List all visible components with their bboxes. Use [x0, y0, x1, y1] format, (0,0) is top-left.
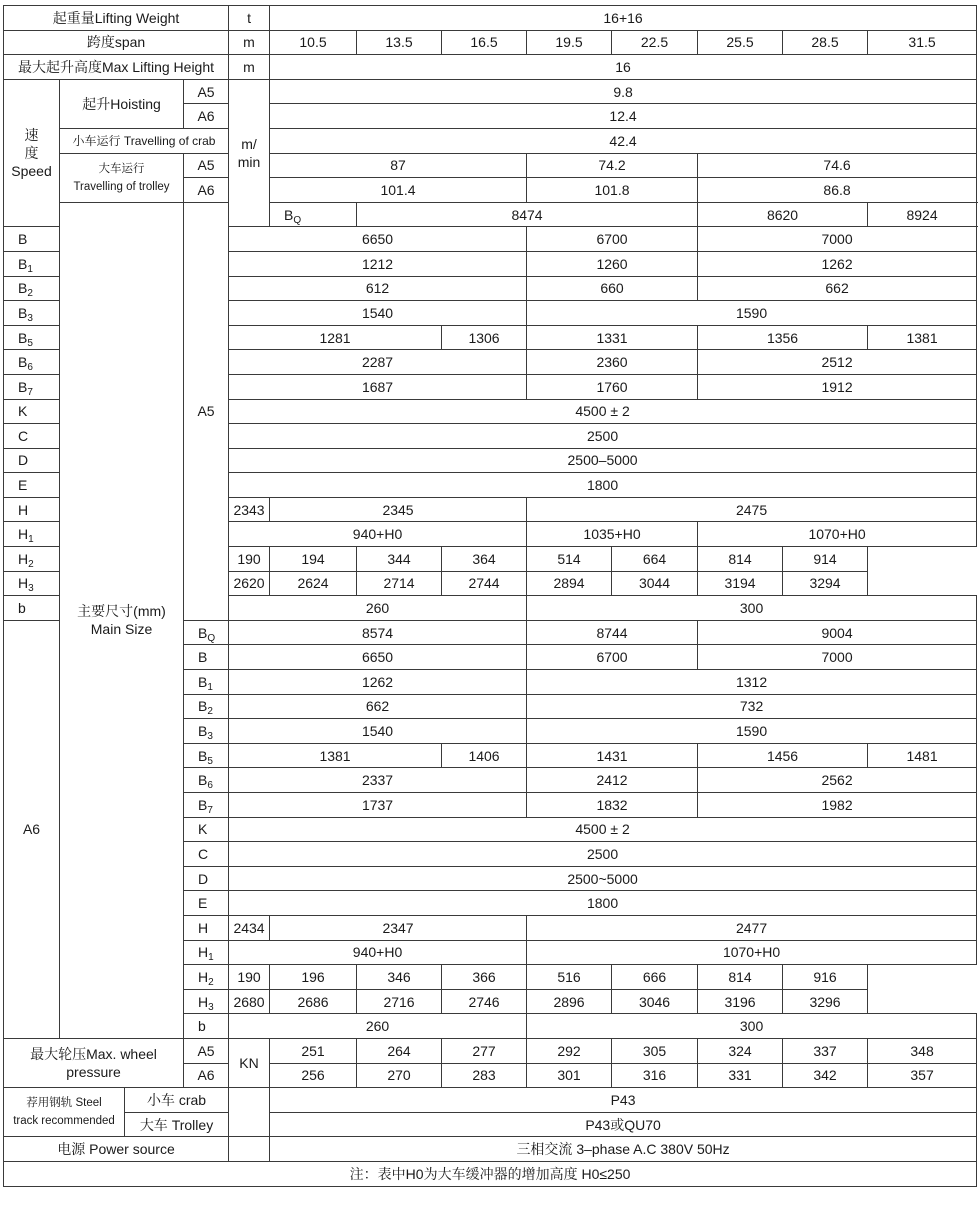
value-cell: 814	[698, 547, 783, 572]
value-cell: 4500 ± 2	[229, 399, 977, 424]
value-cell: 1431	[527, 743, 698, 768]
symbol-cell: $B_2$	[4, 276, 60, 301]
symbol-cell: K	[184, 817, 229, 842]
value-cell: 305	[612, 1038, 698, 1063]
max-height-unit: m	[229, 55, 270, 80]
value-cell: 7000	[698, 227, 977, 252]
value-cell: 3194	[698, 571, 783, 596]
value-cell: 2500	[229, 842, 977, 867]
value-cell: 664	[612, 547, 698, 572]
symbol-cell: $H_3$	[184, 989, 229, 1014]
symbol-cell: $H_1$	[184, 940, 229, 965]
value-cell: 2686	[270, 989, 357, 1014]
value-cell: 364	[442, 547, 527, 572]
value-cell: 8620	[698, 202, 868, 227]
value-cell: 1331	[527, 325, 698, 350]
value-cell: 1070+H0	[527, 940, 977, 965]
span-cell: 25.5	[698, 30, 783, 55]
value-cell: 1306	[442, 325, 527, 350]
row-speed-hoisting-a5	[4, 79, 977, 104]
track-label: 荐用钢轨 Steel track recommended	[4, 1088, 125, 1137]
symbol-cell: $B_7$	[184, 793, 229, 818]
value-cell: 2500~5000	[229, 866, 977, 891]
value-cell: 1687	[229, 374, 527, 399]
row-track-trolley	[4, 1112, 977, 1137]
symbol-cell: E	[184, 891, 229, 916]
power-value: 三相交流 3–phase A.C 380V 50Hz	[270, 1137, 977, 1162]
value-cell: 2500–5000	[229, 448, 977, 473]
symbol-cell: b	[4, 596, 60, 621]
value-cell: 814	[698, 965, 783, 990]
value-cell: 194	[270, 547, 357, 572]
symbol-cell: $B_Q$	[184, 620, 229, 645]
lifting-weight-unit: t	[229, 6, 270, 31]
value-cell: 4500 ± 2	[229, 817, 977, 842]
symbol-cell: $H_2$	[184, 965, 229, 990]
grade-cell: A6	[184, 178, 229, 203]
value-cell: 660	[527, 276, 698, 301]
value-cell: 1070+H0	[698, 522, 977, 547]
value-cell: 732	[527, 694, 977, 719]
max-height-label: 最大起升高度Max Lifting Height	[4, 55, 229, 80]
value-cell: 1982	[698, 793, 977, 818]
value-cell: 916	[783, 965, 868, 990]
value-cell: 344	[357, 547, 442, 572]
track-crab-label: 小车 crab	[125, 1088, 229, 1113]
wheel-pressure-unit: KN	[229, 1038, 270, 1087]
symbol-cell: C	[184, 842, 229, 867]
span-cell: 19.5	[527, 30, 612, 55]
value-cell: 1540	[229, 719, 527, 744]
value-cell: 3196	[698, 989, 783, 1014]
value-cell: 277	[442, 1038, 527, 1063]
value-cell: 8924	[868, 202, 977, 227]
value-cell: 8474	[357, 202, 698, 227]
value-cell: 1800	[229, 473, 977, 498]
symbol-cell: E	[4, 473, 60, 498]
value-cell: 6650	[229, 645, 527, 670]
value-cell: 1035+H0	[527, 522, 698, 547]
value-cell: 1406	[442, 743, 527, 768]
grade-cell: A5	[184, 1038, 229, 1063]
hoisting-label: 起升Hoisting	[60, 79, 184, 128]
row-wheel-a5	[4, 1038, 977, 1063]
symbol-cell: b	[184, 1014, 229, 1039]
value-cell: 2412	[527, 768, 698, 793]
value-cell: 6700	[527, 227, 698, 252]
row-max-lifting-height	[4, 55, 977, 80]
track-trolley-value: P43或QU70	[270, 1112, 977, 1137]
value-cell: 2337	[229, 768, 527, 793]
value-cell: 1356	[698, 325, 868, 350]
value-cell: 270	[357, 1063, 442, 1088]
value-cell: 1800	[229, 891, 977, 916]
symbol-cell: K	[4, 399, 60, 424]
row-track-crab	[4, 1088, 977, 1113]
value-cell: 260	[229, 596, 527, 621]
value-cell: 300	[527, 1014, 977, 1039]
value-cell: 2716	[357, 989, 442, 1014]
value-cell: 2475	[527, 497, 977, 522]
value-cell: 1456	[698, 743, 868, 768]
value-cell: 514	[527, 547, 612, 572]
row-lifting-weight	[4, 6, 977, 31]
value-cell: 2360	[527, 350, 698, 375]
symbol-cell: $H_2$	[4, 547, 60, 572]
row-span	[4, 30, 977, 55]
span-cell: 16.5	[442, 30, 527, 55]
value-cell: 666	[612, 965, 698, 990]
value-cell: 612	[229, 276, 527, 301]
value-cell: 2287	[229, 350, 527, 375]
value-cell: 348	[868, 1038, 977, 1063]
value-cell: 3296	[783, 989, 868, 1014]
value-cell: 86.8	[698, 178, 977, 203]
symbol-cell: H	[4, 497, 60, 522]
grade-cell: A6	[4, 620, 60, 1038]
row-note	[4, 1161, 977, 1186]
symbol-cell: $B_5$	[4, 325, 60, 350]
value-cell: 292	[527, 1038, 612, 1063]
span-cell: 28.5	[783, 30, 868, 55]
value-cell: 1381	[229, 743, 442, 768]
value-cell: 283	[442, 1063, 527, 1088]
value-cell: 337	[783, 1038, 868, 1063]
speed-unit: m/ min	[229, 79, 270, 227]
value-cell: 346	[357, 965, 442, 990]
value-cell: 1912	[698, 374, 977, 399]
lifting-weight-label: 起重量Lifting Weight	[4, 6, 229, 31]
value-cell: 101.8	[527, 178, 698, 203]
value-cell: 300	[527, 596, 977, 621]
span-cell: 31.5	[868, 30, 977, 55]
symbol-cell: $B_1$	[4, 251, 60, 276]
symbol-cell: D	[184, 866, 229, 891]
value-cell: 3294	[783, 571, 868, 596]
symbol-cell: B	[184, 645, 229, 670]
value-cell: 264	[357, 1038, 442, 1063]
value-cell: 301	[527, 1063, 612, 1088]
symbol-cell: $B_6$	[184, 768, 229, 793]
trolley-travel-label: 大车运行 Travelling of trolley	[60, 153, 184, 202]
value-cell: 2477	[527, 915, 977, 940]
value-cell: 251	[270, 1038, 357, 1063]
row-speed-trolley-a5	[4, 153, 977, 178]
value-cell: 9004	[698, 620, 977, 645]
span-cell: 13.5	[357, 30, 442, 55]
track-trolley-label: 大车 Trolley	[125, 1112, 229, 1137]
crab-travel-value: 42.4	[270, 128, 977, 153]
wheel-pressure-label: 最大轮压Max. wheel pressure	[4, 1038, 184, 1087]
symbol-cell: $B_Q$	[270, 202, 357, 227]
value-cell: 1281	[229, 325, 442, 350]
symbol-cell: $B_3$	[184, 719, 229, 744]
symbol-cell: $B_2$	[184, 694, 229, 719]
row-power	[4, 1137, 977, 1162]
value-cell: 2624	[270, 571, 357, 596]
lifting-weight-value: 16+16	[270, 6, 977, 31]
symbol-cell: C	[4, 424, 60, 449]
value-cell: 190	[229, 965, 270, 990]
symbol-cell: $B_7$	[4, 374, 60, 399]
value-cell: 7000	[698, 645, 977, 670]
row-a5-bq	[4, 202, 977, 227]
value-cell: 914	[783, 547, 868, 572]
value-cell: 1760	[527, 374, 698, 399]
value-cell: 2345	[270, 497, 527, 522]
main-size-label: 主要尺寸(mm) Main Size	[60, 202, 184, 1038]
value-cell: 74.6	[698, 153, 977, 178]
value-cell: 2746	[442, 989, 527, 1014]
value-cell: 2744	[442, 571, 527, 596]
value-cell: 366	[442, 965, 527, 990]
symbol-cell: $B_5$	[184, 743, 229, 768]
symbol-cell: $B_6$	[4, 350, 60, 375]
crane-spec-table	[3, 5, 977, 1187]
symbol-cell: $H_3$	[4, 571, 60, 596]
value-cell: 256	[270, 1063, 357, 1088]
span-label: 跨度span	[4, 30, 229, 55]
value-cell: 1212	[229, 251, 527, 276]
value-cell: 1832	[527, 793, 698, 818]
power-unit-empty	[229, 1137, 270, 1162]
value-cell: 1262	[698, 251, 977, 276]
value-cell: 6650	[229, 227, 527, 252]
symbol-cell: B	[4, 227, 60, 252]
value-cell: 2714	[357, 571, 442, 596]
value-cell: 1590	[527, 719, 977, 744]
span-cell: 10.5	[270, 30, 357, 55]
value-cell: 8574	[229, 620, 527, 645]
value-cell: 74.2	[527, 153, 698, 178]
symbol-cell: $B_3$	[4, 301, 60, 326]
grade-cell: A5	[184, 79, 229, 104]
span-cell: 22.5	[612, 30, 698, 55]
value-cell: 2562	[698, 768, 977, 793]
value-cell: 190	[229, 547, 270, 572]
value-cell: 3044	[612, 571, 698, 596]
value-cell: 324	[698, 1038, 783, 1063]
value-cell: 662	[698, 276, 977, 301]
grade-cell: A5	[184, 153, 229, 178]
value-cell: 2896	[527, 989, 612, 1014]
max-height-value: 16	[270, 55, 977, 80]
grade-cell: A6	[184, 104, 229, 129]
value-cell: 87	[270, 153, 527, 178]
value-cell: 1737	[229, 793, 527, 818]
hoisting-a6-value: 12.4	[270, 104, 977, 129]
value-cell: 1540	[229, 301, 527, 326]
value-cell: 357	[868, 1063, 977, 1088]
value-cell: 1381	[868, 325, 977, 350]
value-cell: 516	[527, 965, 612, 990]
value-cell: 2347	[270, 915, 527, 940]
table-note: 注：表中H0为大车缓冲器的增加高度 H0≤250	[4, 1161, 977, 1186]
value-cell: 1260	[527, 251, 698, 276]
power-label: 电源 Power source	[4, 1137, 229, 1162]
symbol-cell: H	[184, 915, 229, 940]
hoisting-a5-value: 9.8	[270, 79, 977, 104]
symbol-cell: $B_1$	[184, 670, 229, 695]
speed-label: 速 度 Speed	[4, 79, 60, 227]
value-cell: 3046	[612, 989, 698, 1014]
value-cell: 1262	[229, 670, 527, 695]
value-cell: 331	[698, 1063, 783, 1088]
value-cell: 2894	[527, 571, 612, 596]
value-cell: 1590	[527, 301, 977, 326]
symbol-cell: D	[4, 448, 60, 473]
crab-travel-label: 小车运行 Travelling of crab	[60, 128, 229, 153]
track-crab-value: P43	[270, 1088, 977, 1113]
row-speed-crab	[4, 128, 977, 153]
value-cell: 662	[229, 694, 527, 719]
value-cell: 342	[783, 1063, 868, 1088]
value-cell: 2512	[698, 350, 977, 375]
symbol-cell: $H_1$	[4, 522, 60, 547]
value-cell: 316	[612, 1063, 698, 1088]
value-cell: 1312	[527, 670, 977, 695]
value-cell: 260	[229, 1014, 527, 1039]
span-unit: m	[229, 30, 270, 55]
value-cell: 101.4	[270, 178, 527, 203]
value-cell: 2680	[229, 989, 270, 1014]
value-cell: 940+H0	[229, 940, 527, 965]
grade-cell: A5	[184, 202, 229, 620]
value-cell: 2620	[229, 571, 270, 596]
value-cell: 1481	[868, 743, 977, 768]
track-unit-empty	[229, 1088, 270, 1137]
value-cell: 2434	[229, 915, 270, 940]
value-cell: 940+H0	[229, 522, 527, 547]
value-cell: 6700	[527, 645, 698, 670]
value-cell: 8744	[527, 620, 698, 645]
value-cell: 2343	[229, 497, 270, 522]
value-cell: 2500	[229, 424, 977, 449]
value-cell: 196	[270, 965, 357, 990]
grade-cell: A6	[184, 1063, 229, 1088]
